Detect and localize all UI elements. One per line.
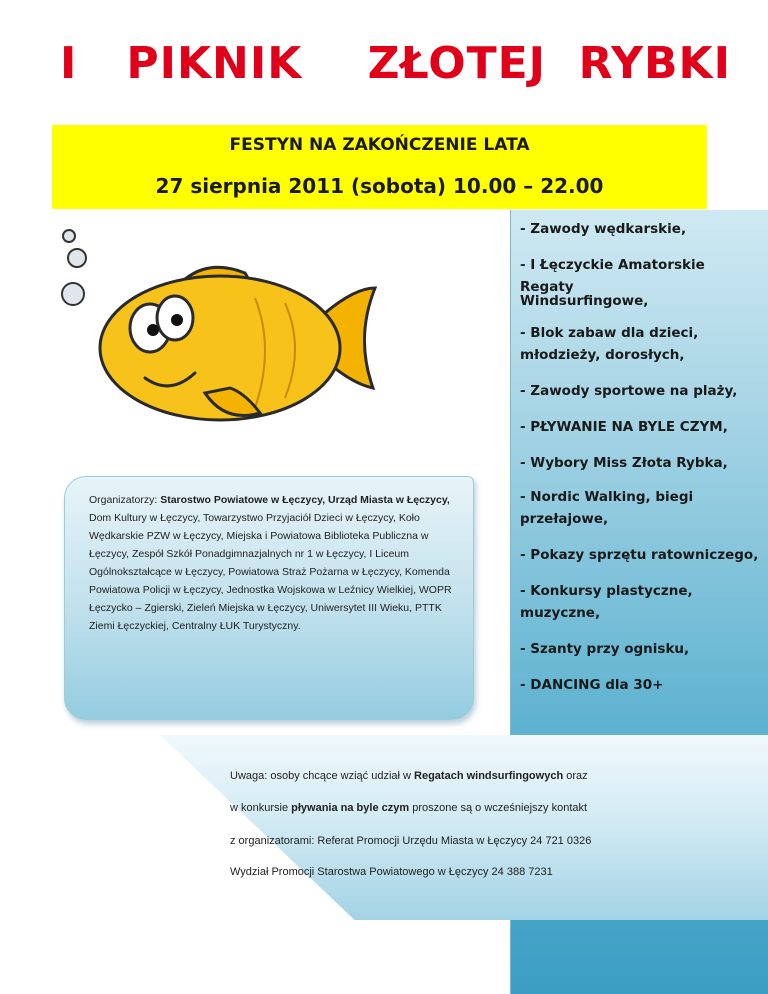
note-emphasis: Regatach windsurfingowych [414,770,564,782]
banner-subtitle: FESTYN NA ZAKOŃCZENIE LATA [229,135,530,155]
activity-item: - Blok zabaw dla dzieci, młodzieży, dorosłych, [520,325,699,363]
note-line-1 [230,770,588,782]
activity-item: - I Łęczyckie Amatorskie Regaty [520,257,705,295]
activity-item: - Zawody wędkarskie, [520,221,687,237]
organizers-box [64,476,474,720]
activity-item: - Wybory Miss Złota Rybka, [520,455,728,471]
activity-item: - Zawody sportowe na plaży, [520,383,738,399]
note-box [160,735,768,920]
activity-item: Windsurfingowe, [520,293,649,309]
organizers-main: Starostwo Powiatowe w Łęczycy, Urząd Miasta w Łęczycy, [160,494,450,506]
activity-item: - DANCING dla 30+ [520,677,664,693]
note-text: proszone są o wcześniejszy kontakt [409,802,588,814]
goldfish-illustration [55,218,385,450]
note-text: Uwaga: osoby chcące wziąć udział w [230,770,415,782]
activity-item: - Konkursy plastyczne, muzyczne, [520,583,693,621]
activity-item: - PŁYWANIE NA BYLE CZYM, [520,419,728,435]
event-banner [52,125,707,209]
note-line-3: z organizatorami: Referat Promocji Urzędu Miasta w Łęczycy 24 721 0326 [230,835,592,847]
page-title: I PIKNIK ZŁOTEJ RYBKI [60,38,732,89]
note-text: w konkursie [230,802,292,814]
banner-date: 27 sierpnia 2011 (sobota) 10.00 – 22.00 [155,174,604,198]
activity-item: - Pokazy sprzętu ratowniczego, [520,547,759,563]
activity-item: - Szanty przy ognisku, [520,641,690,657]
note-emphasis: pływania na byle czym [291,802,410,814]
note-text: oraz [563,770,588,782]
activity-item: - Nordic Walking, biegi przełajowe, [520,489,694,527]
organizers-text [89,491,459,635]
note-line-2 [230,802,587,814]
note-line-4: Wydział Promocji Starostwa Powiatowego w Łęczycy 24 388 7231 [230,866,553,878]
organizers-label: Organizatorzy: [89,494,161,506]
organizers-list: Dom Kultury w Łęczycy, Towarzystwo Przyjaciół Dzieci w Łęczycy, Koło Wędkarskie PZW w Łęczycy, Miejska i Powiatowa Biblioteka Publiczna w Łęczycy, Zespół Szkół Ponadgimnazjalnych nr 1 w Łęczycy, I Liceum Ogólnokształcące w Łęczycy, Powiatowa Straż Pożarna w Łęczycy, Komenda Powiatowa Policji w Łęczycy, Jednostka Wojskowa w Leźnicy Wielkiej, WOPR Łęczycko – Zgierski, Zieleń Miejska w Łęczycy, Uniwersytet III Wieku, PTTK Ziemi Łęczyckiej, Centralny ŁUK Turystyczny. [89,512,452,632]
goldfish-icon [55,218,385,450]
